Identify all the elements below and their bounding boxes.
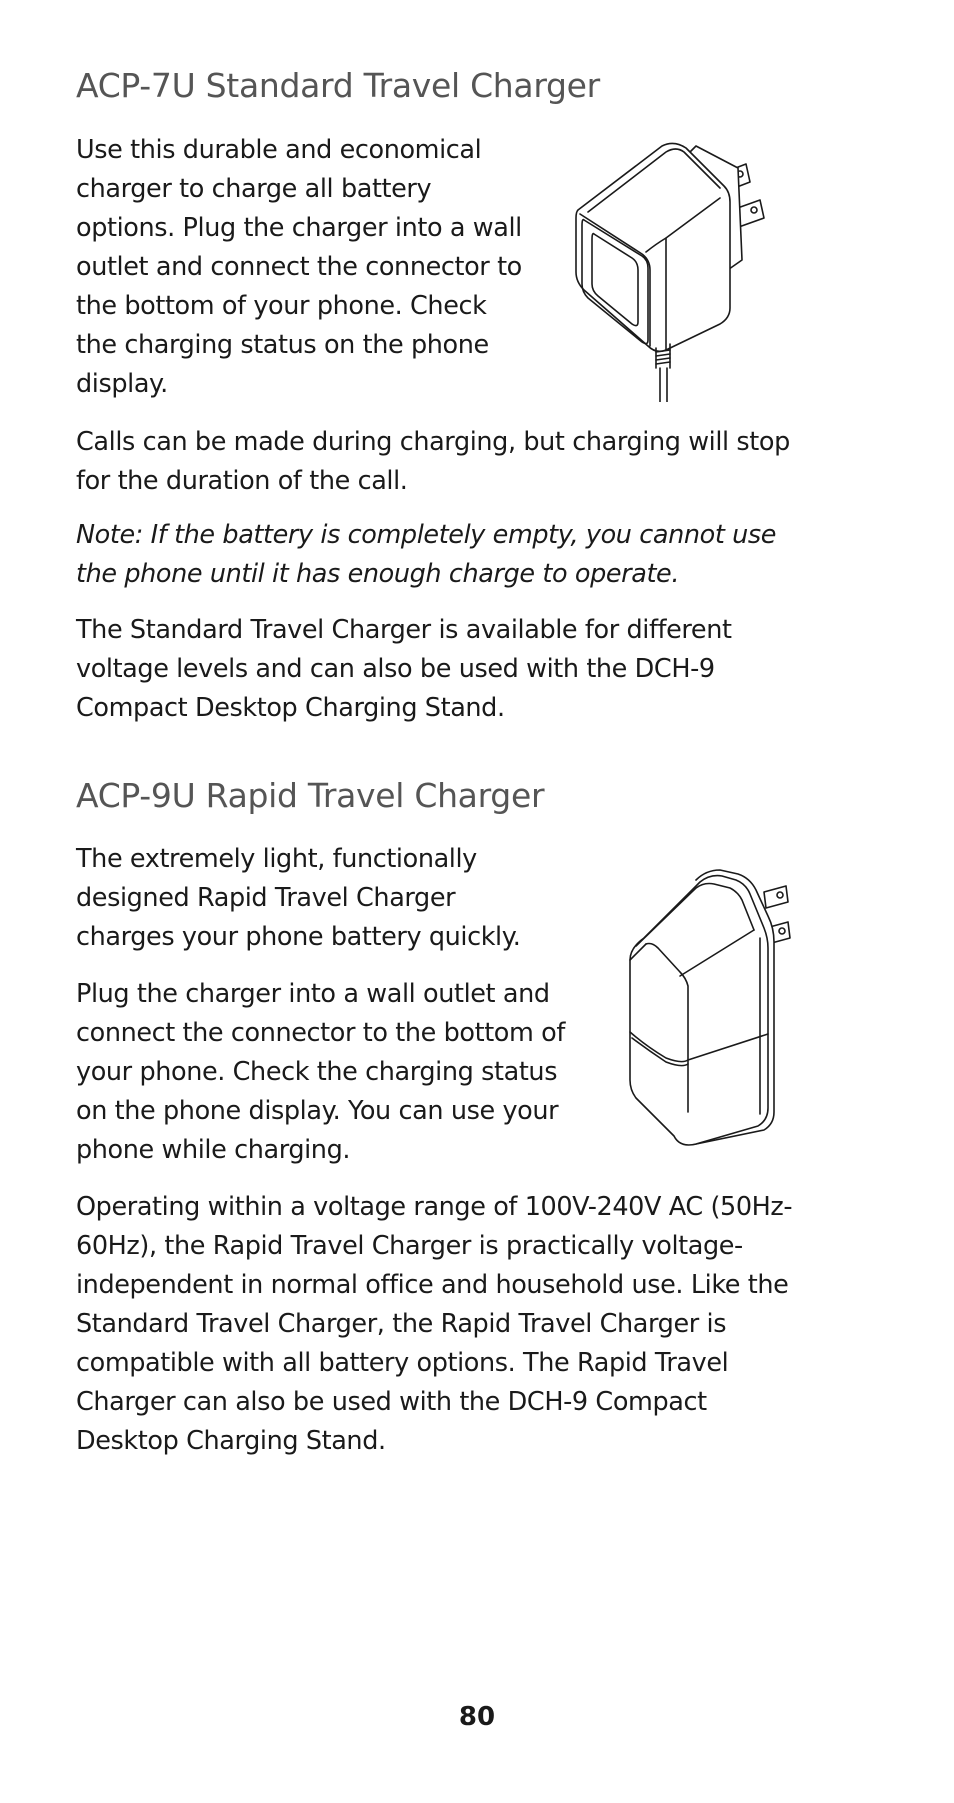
rapid-charger-usage: Plug the charger into a wall outlet and connect the connector to the bottom of your phone. Check the charging status on the phone display. You can use your phone while charging.: [76, 979, 565, 1165]
standard-charger-battery-note: Note: If the battery is completely empty, you cannot use the phone until it has enough charge to operate.: [76, 520, 777, 589]
rapid-charger-illustration-icon: [626, 868, 816, 1148]
page-number: 80: [458, 1702, 496, 1732]
rapid-charger-voltage-info: Operating within a voltage range of 100V-240V AC (50Hz-60Hz), the Rapid Travel Charger is practically voltage-independent in normal office and household use. Like the Standard Travel Charger, the Rapid Travel Charger is compatible with all battery options. The Rapid Travel Charger can also be used with the DCH-9 Compact Desktop Charging Stand.: [76, 1192, 793, 1456]
rapid-charger-intro: The extremely light, functionally designed Rapid Travel Charger charges your phone battery quickly.: [76, 844, 521, 952]
section-heading-rapid-charger: ACP-9U Rapid Travel Charger: [76, 776, 545, 815]
standard-charger-call-note: Calls can be made during charging, but charging will stop for the duration of the call.: [76, 427, 790, 496]
standard-charger-illustration-icon: [570, 140, 800, 402]
standard-charger-availability: The Standard Travel Charger is available for different voltage levels and can also be used with the DCH-9 Compact Desktop Charging Stand.: [76, 615, 732, 723]
section-heading-standard-charger: ACP-7U Standard Travel Charger: [76, 66, 600, 105]
standard-charger-intro: Use this durable and economical charger to charge all battery options. Plug the charger into a wall outlet and connect the connector to the bottom of your phone. Check the charging status on the phone display.: [76, 135, 522, 399]
